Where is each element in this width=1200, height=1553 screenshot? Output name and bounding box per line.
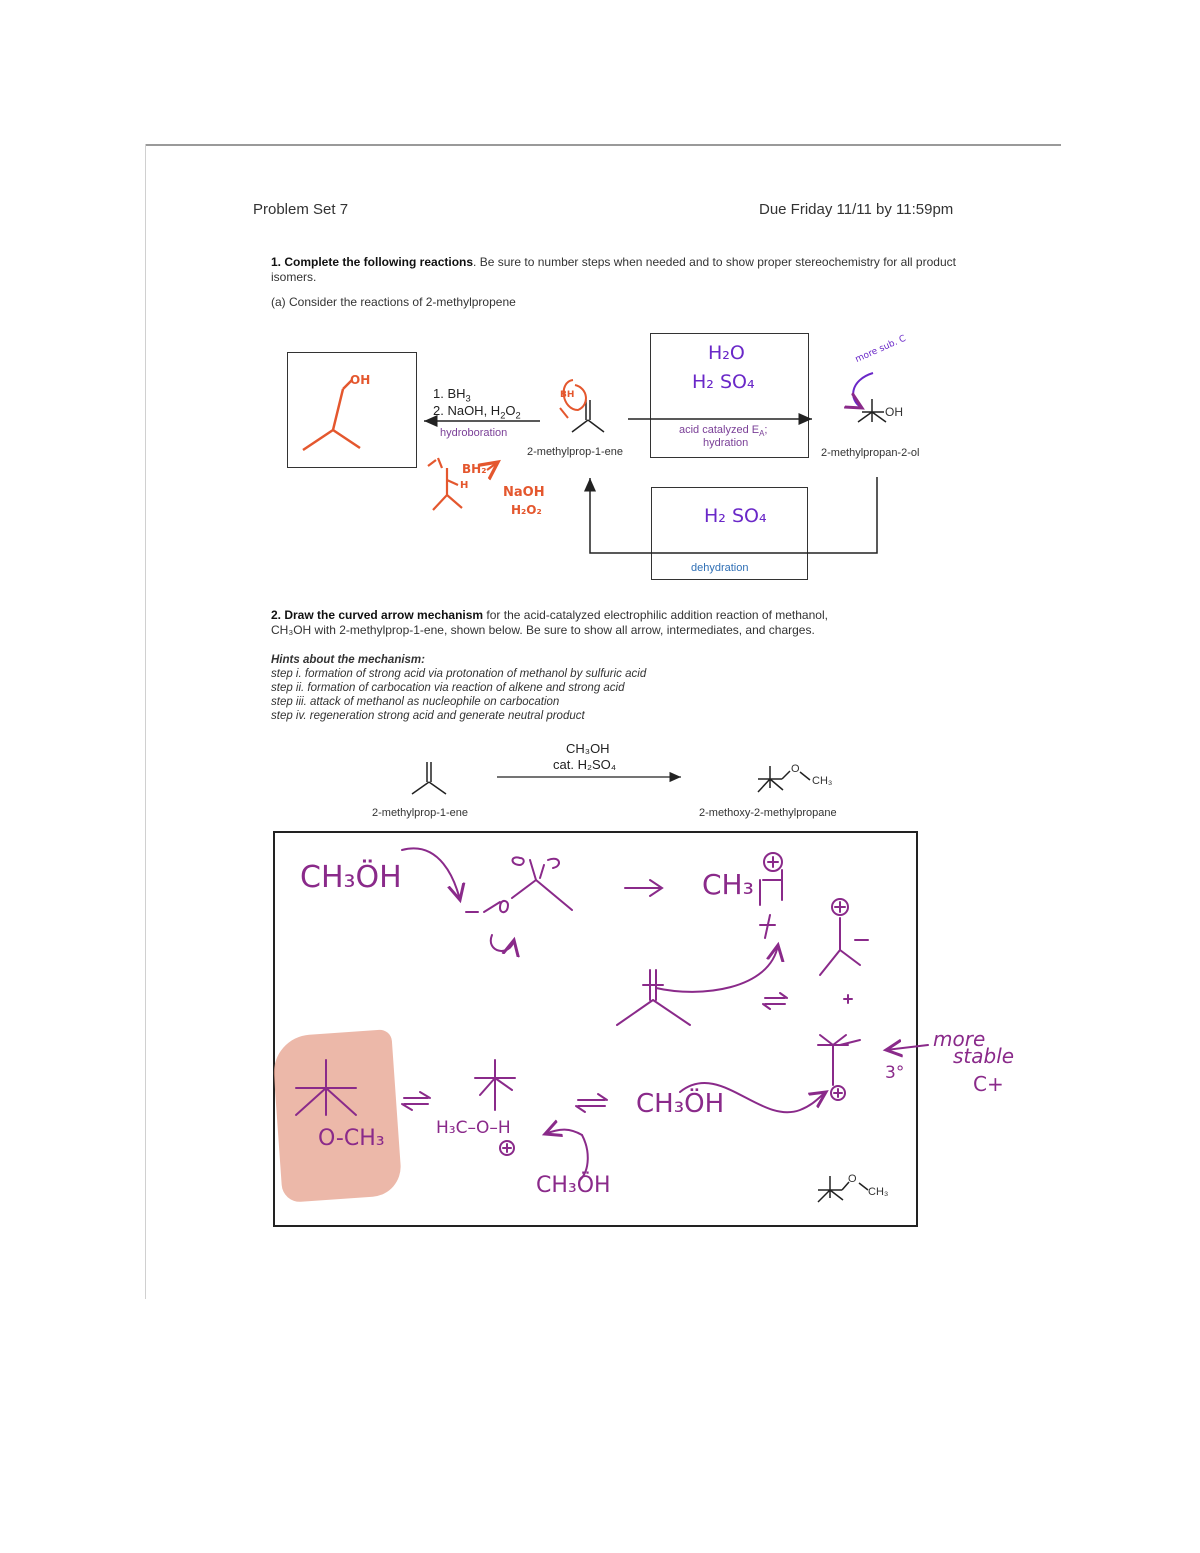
reagent-naoh-h2o2: 2. NaOH, $H_2O_2$ xyxy=(433,403,521,421)
hw-ch3oh-3: CH₃ÖH xyxy=(636,1089,725,1119)
dehydration-arrow xyxy=(590,477,877,553)
hw-oh-red: OH xyxy=(350,373,371,387)
q2-start-structure xyxy=(412,762,446,794)
methylpropan-2-ol-structure xyxy=(858,399,886,422)
q2-text2: CH₃OH with 2-methylprop-1-ene, shown below. Be sure to show all arrow, intermediates, and charges. xyxy=(271,623,815,637)
problem-set-title: Problem Set 7 xyxy=(253,201,349,218)
hw-blue-arrow xyxy=(853,373,873,408)
hw-naoh-red: NaOH xyxy=(503,485,545,500)
hw-h3c-o-h: H₃C–O–H xyxy=(436,1118,511,1138)
q2-product-o: O xyxy=(791,763,800,775)
hint-step-2: step ii. formation of carbocation via reaction of alkene and strong acid xyxy=(271,682,625,694)
q2-text1: for the acid-catalyzed electrophilic addition reaction of methanol, xyxy=(483,608,828,622)
q2-product-name: 2-methoxy-2-methylpropane xyxy=(699,807,837,819)
hw-ch3oh-4: CH₃ÖH xyxy=(536,1173,611,1198)
hydroboration-label: hydroboration xyxy=(440,427,508,439)
hw-more-sub: more sub. C xyxy=(853,333,908,365)
q2-product-ch3: CH₃ xyxy=(812,775,833,787)
q1-part-a: (a) Consider the reactions of 2-methylpropene xyxy=(271,295,516,309)
hydration-label: hydration xyxy=(703,437,749,449)
start-name-q1: 2-methylprop-1-ene xyxy=(527,446,623,458)
hw-c-plus: C+ xyxy=(973,1072,1004,1096)
acid-catalyzed-label: acid catalyzed $E_A$; xyxy=(679,424,768,439)
q2-product-structure xyxy=(758,766,810,792)
hw-ch3oh-1: CH₃ÖH xyxy=(300,860,402,895)
dehydration-label: dehydration xyxy=(691,562,749,574)
hw-h2o: H₂O xyxy=(708,342,745,364)
hw-stable: stable xyxy=(953,1044,1015,1068)
mech-product-structure xyxy=(818,1176,868,1202)
q2-start-name: 2-methylprop-1-ene xyxy=(372,807,468,819)
methylpropene-structure-q1 xyxy=(572,400,604,432)
q2-reagent-methanol: CH₃OH xyxy=(566,741,610,756)
hint-step-1: step i. formation of strong acid via protonation of methanol by sulfuric acid xyxy=(271,668,647,680)
mechanism-drawing xyxy=(296,848,928,1180)
q1-bold: 1. Complete the following reactions xyxy=(271,255,474,269)
q1-text: . Be sure to number steps when needed and to show proper stereochemistry for all product isomers. xyxy=(271,255,956,284)
q2-reagent-acid: cat. H₂SO₄ xyxy=(553,757,617,772)
hw-h-red: H xyxy=(460,480,469,491)
due-date: Due Friday 11/11 by 11:59pm xyxy=(759,201,954,218)
mech-product-ch3: CH₃ xyxy=(868,1186,889,1198)
hw-h2o2-red: H₂O₂ xyxy=(511,503,542,517)
mech-product-o: O xyxy=(848,1173,857,1185)
hw-tertiary: 3° xyxy=(885,1063,905,1083)
product-oh-label: OH xyxy=(885,405,903,419)
hw-bh2-red: BH₂ xyxy=(462,462,487,476)
hint-step-3: step iii. attack of methanol as nucleophile on carbocation xyxy=(271,696,560,708)
hw-bh-red: BH xyxy=(560,390,575,400)
hw-o-ch3: O-CH₃ xyxy=(318,1126,385,1151)
hint-step-4: step iv. regeneration strong acid and generate neutral product xyxy=(271,710,585,722)
q2-bold: 2. Draw the curved arrow mechanism xyxy=(271,608,484,622)
hw-h2so4-1: H₂ SO₄ xyxy=(692,371,755,393)
product-name-q1: 2-methylpropan-2-ol xyxy=(821,447,920,459)
hydroboration-product-structure xyxy=(303,380,360,450)
reagent-bh3: 1. $BH_3$ xyxy=(433,386,471,404)
hints-title: Hints about the mechanism: xyxy=(271,654,425,666)
hw-more: more xyxy=(933,1027,986,1051)
hw-ch3-oxonium: CH₃ xyxy=(702,868,754,901)
hw-h2so4-2: H₂ SO₄ xyxy=(704,505,767,527)
red-mechanism-annotation xyxy=(560,380,586,418)
borane-intermediate-structure xyxy=(428,458,498,510)
